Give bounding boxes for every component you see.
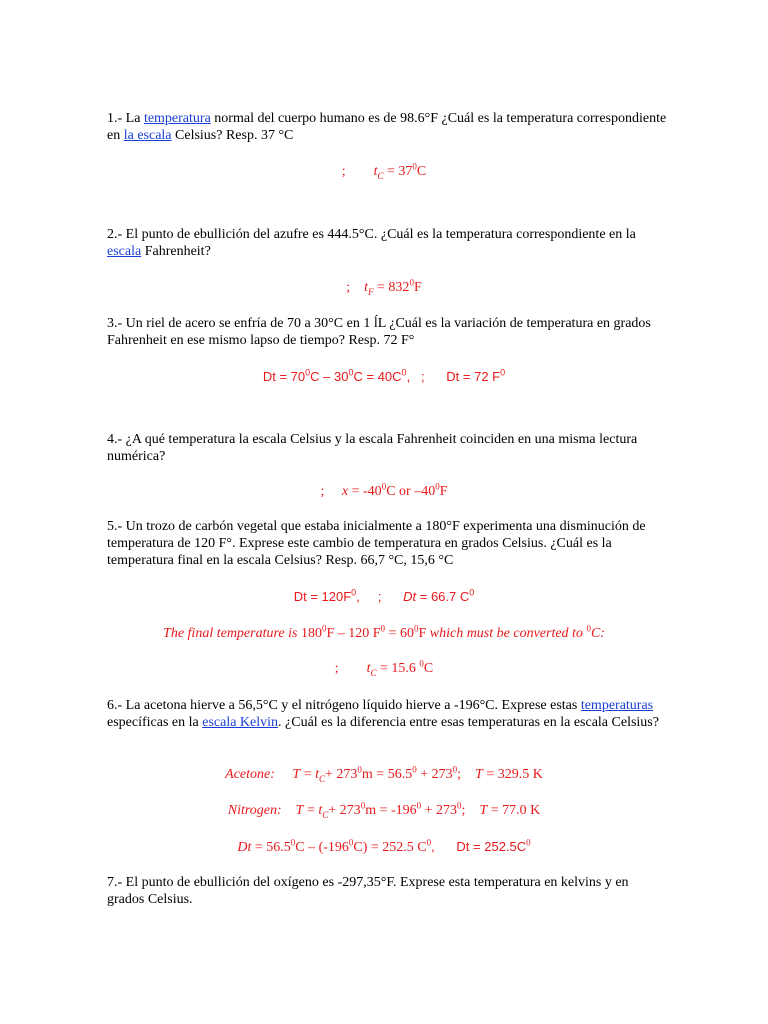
question-6-text-2: específicas en la [107,715,203,730]
question-5: 5.- Un trozo de carbón vegetal que estaba inicialmente a 180°F experimenta una disminución de temperatura de 120 F°. Exprese este cambio de temperatura en grados Celsius. ¿Cuál es la temperatura final en la escala Celsius? Resp. 66,7 °C, 15,6 °C [107,519,646,568]
question-6-text: 6.- La acetona hierve a 56,5°C y el nitrógeno líquido hierve a -196°C. Exprese estas [107,698,581,713]
answer-5-line-1: $Dt = 120F^0$, ; Dt = 66.7 $C^0$ [293,587,475,604]
question-1-text: 1.- La [107,111,144,126]
answer-4: ; $x = -40^0C$ or $-40^0F$ [320,481,448,499]
question-1-text-2: normal del cuerpo humano es de 98.6°F ¿Cuál es la temperatura correspondiente en [107,111,667,143]
link-temperaturas[interactable]: temperaturas [580,698,654,713]
question-2-text: 2.- El punto de ebullición del azufre es 444.5°C. ¿Cuál es la temperatura correspondiente en la [107,227,636,242]
question-7: 7.- El punto de ebullición del oxígeno es -297,35°F. Exprese esta temperatura en kelvins y en grados Celsius. [107,875,629,907]
link-escala[interactable]: escala [107,244,142,259]
answer-3: $Dt = 70^0C - 30^0C = 40C^0$, ; Dt = 72 $F^0$ [262,367,506,384]
answer-5-line-2: The final temperature is $180^0F - 120$ $F^0 = 60^0F$ which must be converted to $^0$C: [163,623,605,641]
answer-6-difference: $Dt = 56.5^0C - (-196^0C) = 252.5$ $C^0$, $Dt = 252.5C^0$ [237,837,531,855]
link-temperatura[interactable]: temperatura [143,111,211,126]
question-3: 3.- Un riel de acero se enfría de 70 a 30°C en 1 ĺL ¿Cuál es la variación de temperatura en grados Fahrenheit en ese mismo lapso de tiempo? Resp. 72 F° [107,316,651,348]
link-escala-kelvin[interactable]: escala Kelvin [202,715,279,730]
question-6-text-3: . ¿Cuál es la diferencia entre esas temperaturas en la escala Celsius? [278,715,659,730]
answer-5-line-3: ; $t_C = 15.6$ $^0$C [334,658,434,678]
question-6 [107,697,667,731]
question-2-text-2: Fahrenheit? [141,244,211,259]
link-la-escala[interactable]: la escala [123,128,172,143]
answer-2: ; $t_F = 832^0F$ [346,277,422,297]
question-4: 4.- ¿A qué temperatura la escala Celsius y la escala Fahrenheit coinciden en una misma lectura numérica? [107,432,638,464]
answer-6-acetone: Acetone: $T = t_C+ 273^0m = 56.5^0 + 273^0$; T = 329.5 K [225,764,543,784]
question-2 [107,226,667,260]
answer-1: ; $t_C = 37^0C$ [341,161,427,181]
question-1 [107,110,667,144]
question-1-text-3: Celsius? Resp. 37 °C [171,128,294,143]
answer-6-nitrogen: Nitrogen: $T = t_C+ 273^0m = -196^0 + 273^0$; T = 77.0 K [227,800,541,820]
